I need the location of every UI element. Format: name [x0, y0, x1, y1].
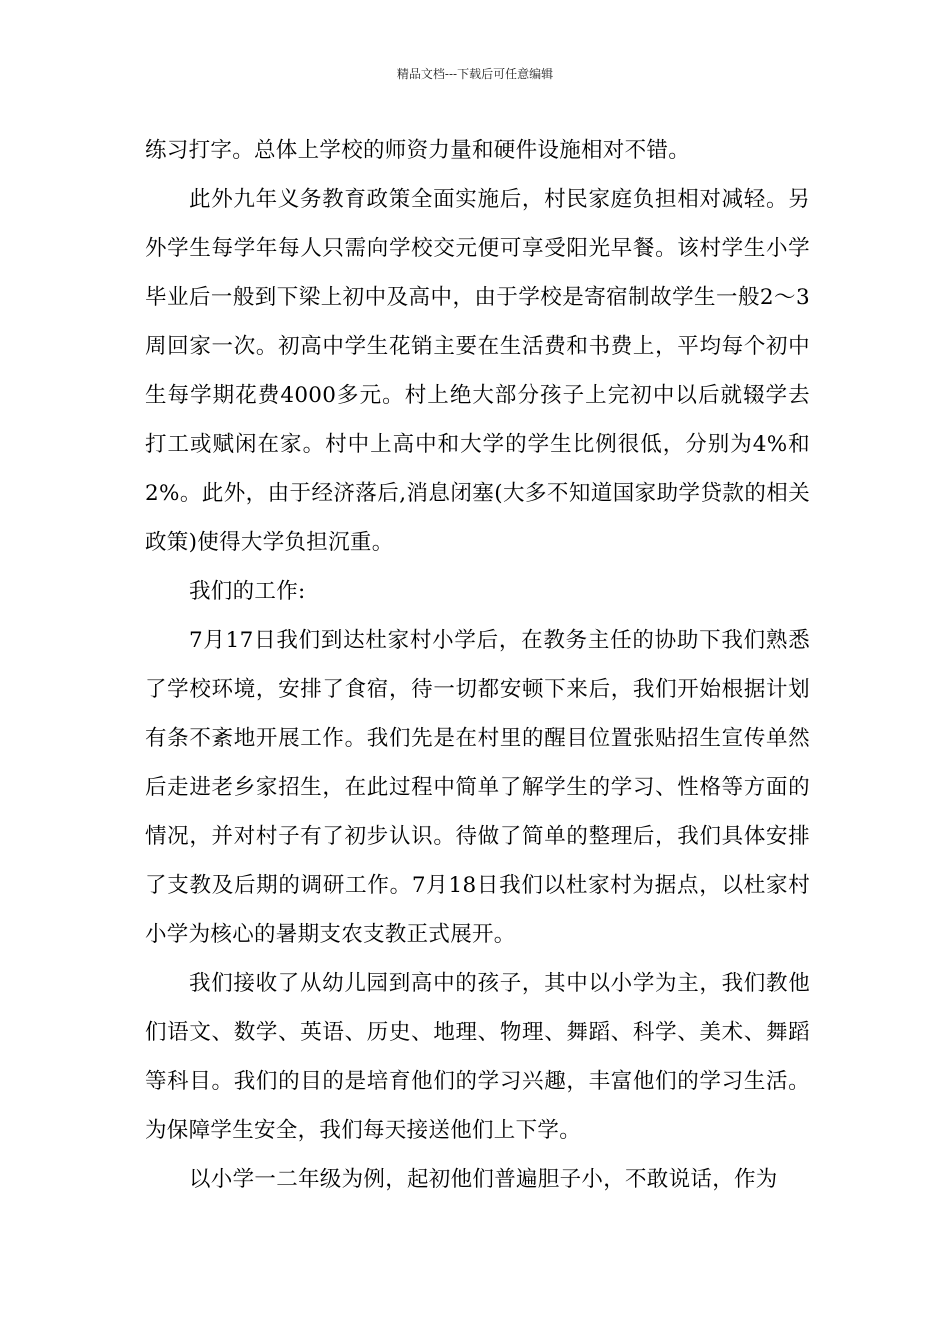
paragraph-education-policy: 此外九年义务教育政策全面实施后，村民家庭负担相对减轻。另外学生每学年每人只需向学校交元便可享受阳光早餐。该村学生小学毕业后一般到下梁上初中及高中，由于学校是寄宿制故学生一般2～3周回家一次。初高中学生花销主要在生活费和书费上，平均每个初中生每学期花费4000多元。村上绝大部分孩子上完初中以后就辍学去打工或赋闲在家。村中上高中和大学的学生比例很低，分别为4%和2%。此外，由于经济落后,消息闭塞(大多不知道国家助学贷款的相关政策)使得大学负担沉重。	[145, 187, 810, 555]
paragraph-arrival: 7月17日我们到达杜家村小学后，在教务主任的协助下我们熟悉了学校环境，安排了食宿，待一切都安顿下来后，我们开始根据计划有条不紊地开展工作。我们先是在村里的醒目位置张贴招生宣传单然后走进老乡家招生，在此过程中简单了解学生的学习、性格等方面的情况，并对村子有了初步认识。待做了简单的整理后，我们具体安排了支教及后期的调研工作。7月18日我们以杜家村为据点，以杜家村小学为核心的暑期支农支教正式展开。	[145, 628, 810, 947]
section-heading-our-work: 我们的工作:	[189, 579, 306, 604]
page-header: 精品文档---下载后可任意编辑	[396, 67, 554, 81]
document-body	[145, 126, 810, 1204]
paragraph-teaching: 我们接收了从幼儿园到高中的孩子，其中以小学为主，我们教他们语文、数学、英语、历史、地理、物理、舞蹈、科学、美术、舞蹈等科目。我们的目的是培育他们的学习兴趣，丰富他们的学习生活。为保障学生安全，我们每天接送他们上下学。	[145, 971, 810, 1143]
paragraph-grade-example: 以小学一二年级为例，起初他们普遍胆子小，不敢说话，作为	[189, 1167, 778, 1192]
paragraph-continuation: 练习打字。总体上学校的师资力量和硬件设施相对不错。	[145, 138, 691, 163]
